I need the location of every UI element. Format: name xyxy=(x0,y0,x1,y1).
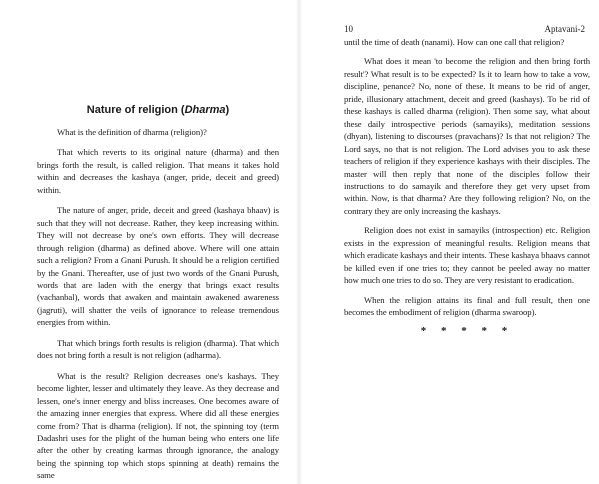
paragraph: The nature of anger, pride, deceit and greed (kashaya bhaav) is such that they will not decrease. Rather, they keep increasing within. They will not decrease by one's own efforts. They will decrease through religion (dharma) as defined above. Where will one attain such a religion? From a Gnani Purush. It should be a religion certified by the Gnani. Thereafter, use of just two words of the Gnani Purush, words that are laden with the energy that brings exact results (vachanbal), words that awaken and maintain awakened awareness (jagruti), will shatter the veils of ignorance to release tremendous energies from within. xyxy=(37,205,279,328)
section-end-mark: * * * * * xyxy=(420,324,514,337)
section-heading xyxy=(37,104,279,116)
paragraph: That which reverts to its original nature (dharma) and then brings forth the result, is called religion. That means it takes hold within and decreases the kashaya (anger, pride, deceit and greed) within. xyxy=(37,147,279,195)
right-page-body xyxy=(344,36,590,337)
left-page xyxy=(0,0,299,484)
paragraph: What is the result? Religion decreases one's kashays. They become lighter, lesser and ultimately they leave. As they decrease and lessen, one's inner energy and bliss increases. One becomes aware of the amazing inner energies that express. Where did all these energies come from? That is dharma (religion). If not, the spinning toy (term Dadashri uses for the plight of the human being who enters one life after the other by creating karmas through ignorance, the analogy being the spinning top which stops spinning at death) remains the same xyxy=(37,370,279,481)
running-head: Aptavani-2 xyxy=(544,24,585,34)
paragraph: When the religion attains its final and full result, then one becomes the embodiment of religion (dharma swaroop). xyxy=(344,294,590,318)
paragraph: until the time of death (nanami). How can one call that religion? xyxy=(344,37,565,47)
page-number: 10 xyxy=(344,24,353,34)
heading-prefix: Nature of religion ( xyxy=(86,104,185,116)
paragraph: That which brings forth results is religion (dharma). That which does not bring forth a result is not religion (adharma). xyxy=(37,337,279,361)
paragraph: What is the definition of dharma (religion)? xyxy=(57,127,207,137)
heading-suffix: ) xyxy=(225,104,230,116)
left-page-body xyxy=(37,126,279,482)
heading-italic: Dharma xyxy=(184,104,226,116)
paragraph: What does it mean 'to become the religion and then bring forth result'? What result is to be expected? Is it to learn how to take a vow, discipline, penance? No, none of these. It means to be rid of anger, pride, illusionary attachment, deceit and greed (kashays). To be rid of these kashays is called dharma (religion). Then some say, what about these daily introspective periods (samayiks), meditation sessions (dhyan), listening to discourses (pravachans)? Is that not religion? The Lord says, no that is not religion. The Lord advises you to ask these teachers of religion if they experience kashays with their disciples. The master will then reply that none of the disciples follow their instructions to do samayik and therefore they get very upset from within. Now, is that dharma? Are they following religion? No, on the contrary they are only increasing the kashays. xyxy=(344,56,590,216)
paragraph: Religion does not exist in samayiks (introspection) etc. Religion exists in the expression of meaningful results. Religion means that which eradicate kashays and their intents. These kashaya bhaavs cannot be killed even if one tries to; they cannot be peeled away no matter how much one tries to do so. They are very resistant to eradication. xyxy=(344,225,590,286)
right-page xyxy=(300,0,599,484)
